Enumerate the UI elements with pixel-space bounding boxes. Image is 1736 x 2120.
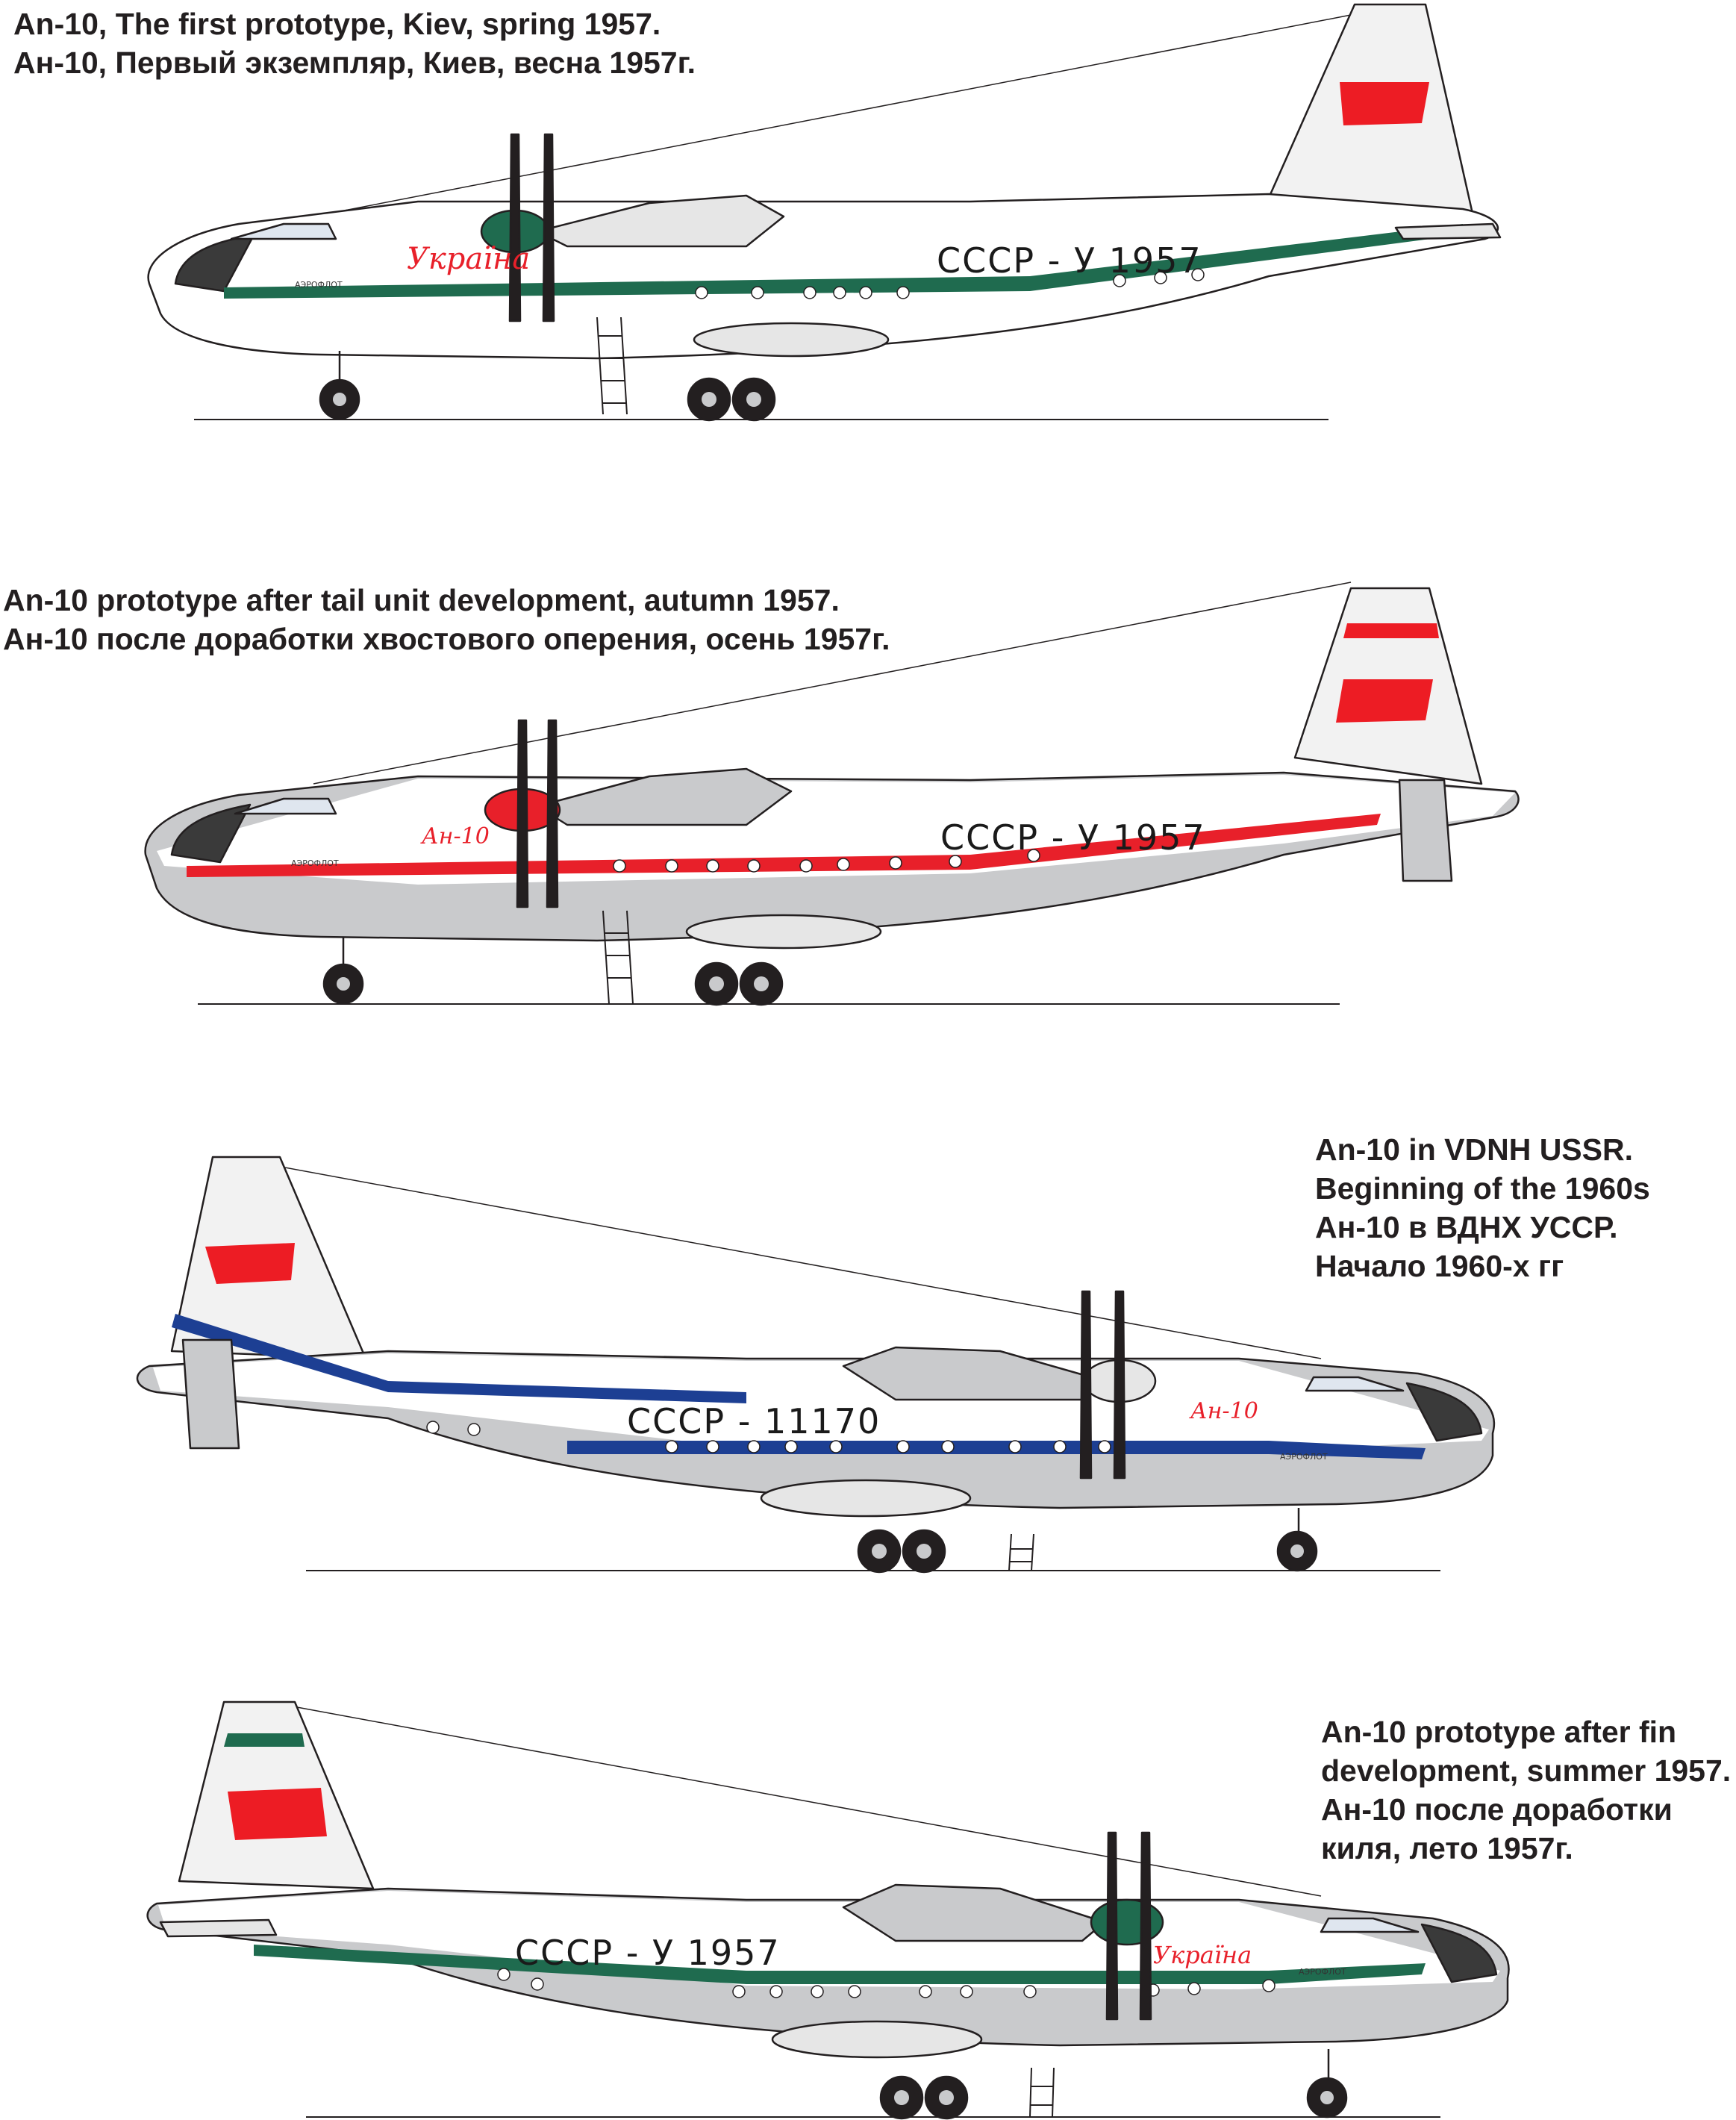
script-name-text: Україна bbox=[407, 242, 531, 276]
registration-text: СССР - У 1957 bbox=[940, 817, 1206, 858]
caption-line: development, summer 1957. bbox=[1321, 1753, 1732, 1788]
antenna-wire bbox=[313, 15, 1351, 216]
airline-small-text: АЭРОФЛОТ bbox=[1299, 1967, 1346, 1977]
propeller-blade bbox=[543, 134, 554, 321]
propeller-blade bbox=[1081, 1291, 1091, 1478]
aircraft-profile-4 bbox=[0, 1642, 1736, 2120]
propeller-blade bbox=[1140, 1833, 1151, 2019]
airline-small-text: АЭРОФЛОТ bbox=[295, 280, 343, 290]
propeller-blade bbox=[1107, 1833, 1117, 2019]
propeller-spinner bbox=[1091, 1900, 1163, 1945]
flag-icon bbox=[1336, 679, 1433, 723]
aircraft-profile-2 bbox=[0, 567, 1736, 1015]
propeller-blade bbox=[1114, 1291, 1125, 1478]
script-name-text: Ан-10 bbox=[1190, 1398, 1258, 1424]
boarding-ladder bbox=[1030, 2068, 1054, 2117]
propeller-blade bbox=[547, 720, 558, 907]
gear-pod bbox=[687, 915, 881, 948]
antenna-wire bbox=[269, 1702, 1321, 1896]
gear-pod bbox=[761, 1480, 970, 1516]
caption-line: An-10 in VDNH USSR. bbox=[1315, 1132, 1633, 1167]
gear-pod bbox=[772, 2021, 981, 2057]
registration-text: СССР - У 1957 bbox=[937, 240, 1202, 281]
caption-line: Ан-10 в ВДНХ УССР. bbox=[1315, 1210, 1618, 1244]
caption-en: An-10, The first prototype, Kiev, spring 1957. bbox=[13, 7, 661, 41]
horizontal-stabilizer bbox=[1399, 780, 1452, 881]
registration-text: СССР - 11170 bbox=[627, 1401, 881, 1441]
caption-line: киля, лето 1957г. bbox=[1321, 1831, 1573, 1865]
boarding-ladder bbox=[1009, 1534, 1034, 1571]
registration-text: СССР - У 1957 bbox=[515, 1933, 781, 1973]
flag-icon bbox=[1340, 82, 1429, 125]
caption-ru: Ан-10 после доработки хвостового оперения, осень 1957г. bbox=[3, 622, 890, 656]
horizontal-stabilizer bbox=[183, 1340, 239, 1448]
script-name-text: Ан-10 bbox=[422, 823, 490, 849]
antenna-wire bbox=[313, 582, 1351, 784]
caption-line: Beginning of the 1960s bbox=[1315, 1171, 1650, 1206]
script-name-text: Україна bbox=[1153, 1941, 1252, 1969]
antenna-wire bbox=[269, 1165, 1321, 1359]
caption-line: Ан-10 после доработки bbox=[1321, 1792, 1673, 1827]
flag-icon bbox=[205, 1243, 295, 1284]
caption-ru: Ан-10, Первый экземпляр, Киев, весна 1957г. bbox=[13, 46, 696, 80]
horizontal-stabilizer bbox=[1396, 224, 1500, 239]
fin-band bbox=[224, 1733, 305, 1747]
gear-pod bbox=[694, 323, 888, 356]
caption-line: An-10 prototype after fin bbox=[1321, 1715, 1677, 1749]
fin-band bbox=[1343, 623, 1439, 638]
caption-en: An-10 prototype after tail unit development, autumn 1957. bbox=[3, 583, 840, 617]
airline-small-text: АЭРОФЛОТ bbox=[291, 858, 339, 868]
horizontal-stabilizer bbox=[160, 1920, 276, 1936]
airline-small-text: АЭРОФЛОТ bbox=[1280, 1452, 1328, 1462]
flag-icon bbox=[228, 1788, 327, 1840]
aircraft-profile-3 bbox=[0, 1135, 1736, 1583]
propeller-blade bbox=[510, 134, 520, 321]
propeller-blade bbox=[517, 720, 528, 907]
caption-line: Начало 1960-х гг bbox=[1315, 1249, 1564, 1283]
engine-nacelle bbox=[843, 1347, 1105, 1400]
engine-nacelle bbox=[843, 1885, 1105, 1941]
aircraft-profile-1 bbox=[0, 0, 1736, 448]
